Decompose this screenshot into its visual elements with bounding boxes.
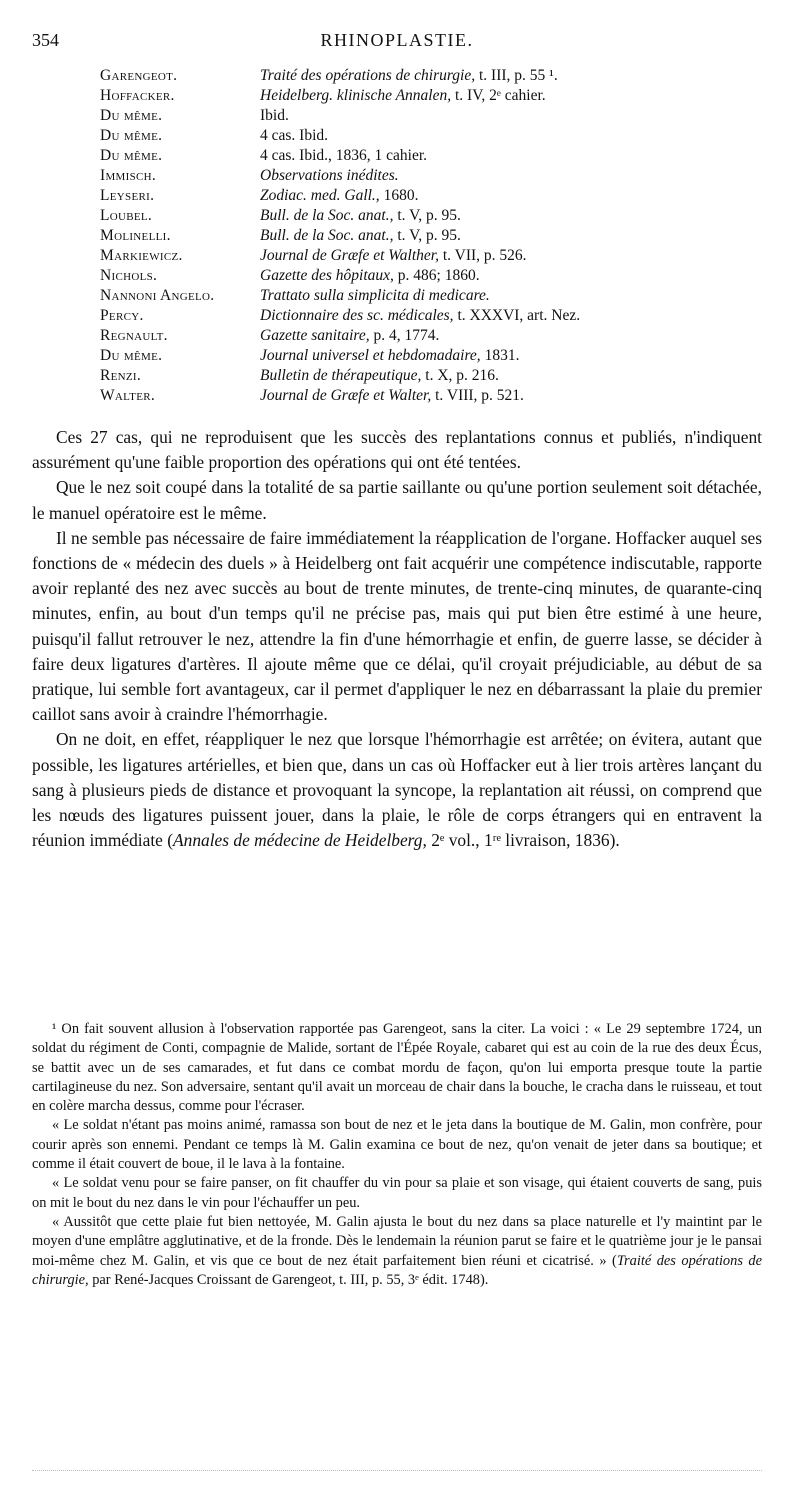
reference-title: Bulletin de thérapeutique, xyxy=(260,367,422,384)
reference-source xyxy=(260,186,740,206)
reference-source xyxy=(260,146,740,166)
reference-title: Observations inédites. xyxy=(260,167,399,184)
reference-detail: t. XXXVI, art. Nez. xyxy=(453,307,581,324)
footnote-text: « Aussitôt que cette plaie fut bien nettoyée, M. Galin ajusta le bout du nez dans sa place naturelle et l'y maintint par le moyen d'une emplâtre agglutinative, et de la fronde. Dès le lendemain la réunion parut se faire et le quatrième jour je le pansai moi-même chez M. Galin, et vis que ce bout de nez était parfaitement bien réuni et cicatrisé. » ( xyxy=(32,1213,762,1269)
reference-detail: 1680. xyxy=(379,187,419,204)
reference-detail: t. V, p. 95. xyxy=(393,227,461,244)
citation-title: Traité des opérations de chirurgie, xyxy=(32,1252,762,1288)
reference-title: Journal universel et hebdomadaire, xyxy=(260,347,481,364)
reference-author: Markiewicz. xyxy=(100,247,183,264)
reference-row xyxy=(100,226,740,246)
reference-row xyxy=(100,286,740,306)
reference-author: Hoffacker. xyxy=(100,87,175,104)
main-text xyxy=(32,425,762,853)
reference-source xyxy=(260,226,740,246)
reference-source xyxy=(260,366,740,386)
reference-detail: 4 cas. Ibid., 1836, 1 cahier. xyxy=(260,147,428,164)
reference-author: Regnault. xyxy=(100,327,168,344)
reference-row xyxy=(100,306,740,326)
reference-detail: t. IV, 2ᵉ cahier. xyxy=(451,87,546,104)
reference-author: Percy. xyxy=(100,307,144,324)
reference-title: Dictionnaire des sc. médicales, xyxy=(260,307,454,324)
reference-detail: t. VII, p. 526. xyxy=(438,247,527,264)
reference-source xyxy=(260,346,740,366)
reference-row xyxy=(100,346,740,366)
reference-title: Traité des opérations de chirurgie, xyxy=(260,67,476,84)
reference-detail: t. VIII, p. 521. xyxy=(431,387,524,404)
reference-title: Gazette sanitaire, xyxy=(260,327,370,344)
citation-detail: 2ᵉ vol., 1ʳᵉ livraison, 1836). xyxy=(426,830,620,851)
reference-row xyxy=(100,386,740,406)
reference-detail: 1831. xyxy=(480,347,520,364)
reference-row xyxy=(100,106,740,126)
reference-author: Nannoni Angelo. xyxy=(100,287,215,304)
page-header xyxy=(32,30,762,56)
reference-title: Gazette des hôpitaux, xyxy=(260,267,394,284)
reference-row xyxy=(100,146,740,166)
reference-source xyxy=(260,326,740,346)
reference-row xyxy=(100,86,740,106)
reference-source xyxy=(260,386,740,406)
reference-author: Du même. xyxy=(100,347,163,364)
reference-title: Bull. de la Soc. anat., xyxy=(260,207,394,224)
paragraph: Que le nez soit coupé dans la totalité de sa partie saillante ou qu'une portion seulement soit détachée, le manuel opératoire est le même. xyxy=(32,477,762,523)
paragraph: Ces 27 cas, qui ne reproduisent que les succès des replantations connus et publiés, n'indiquent assurément qu'une faible proportion des opérations qui ont été tentées. xyxy=(32,427,762,473)
paragraph-text: On ne doit, en effet, réappliquer le nez que lorsque l'hémorrhagie est arrêtée; on évitera, autant que possible, les ligatures artérielles, et bien que, dans un cas où Hoffacker eut à lier trois artères lançant du sang à plusieurs pieds de distance et provoquant la syncope, la replantation ait réussi, on comprend que les nœuds des ligatures puissent jouer, dans la plaie, le rôle de corps étrangers qui en entravent la réunion immédiate ( xyxy=(32,729,762,851)
reference-detail: p. 486; 1860. xyxy=(393,267,480,284)
reference-author: Loubel. xyxy=(100,207,153,224)
reference-author: Garengeot. xyxy=(100,67,178,84)
reference-list xyxy=(100,66,740,406)
reference-row xyxy=(100,206,740,226)
reference-author: Du même. xyxy=(100,107,163,124)
citation-detail: par René-Jacques Croissant de Garengeot, t. III, p. 55, 3ᵉ édit. 1748). xyxy=(88,1271,489,1288)
reference-detail: t. III, p. 55 ¹. xyxy=(475,67,558,84)
paragraph: Il ne semble pas nécessaire de faire immédiatement la réapplication de l'organe. Hoffacker auquel ses fonctions de « médecin des duels » à Heidelberg ont fait acquérir une compétence indiscutable, rapporte avoir replanté des nez avec succès au bout de trente minutes, de trente-cinq minutes, de quarante-cinq minutes, enfin, au bout d'un temps qu'il ne précise pas, mais qui put bien être estimé à une heure, puisqu'il fallut retrouver le nez, attendre la fin d'une hémorrhagie et enfin, de guerre lasse, se décider à faire deux ligatures d'artères. Il ajoute même que ce délai, qu'il croyait préjudiciable, au début de sa pratique, lui semble fort avantageux, car il permet d'appliquer le nez en débarrassant la plaie du premier caillot sans avoir à craindre l'hémorrhagie. xyxy=(32,527,762,725)
bottom-dotted-rule xyxy=(32,1470,762,1471)
reference-author: Nichols. xyxy=(100,267,158,284)
reference-row xyxy=(100,126,740,146)
reference-detail: Ibid. xyxy=(260,107,289,124)
reference-source xyxy=(260,286,740,306)
reference-author: Renzi. xyxy=(100,367,142,384)
reference-author: Walter. xyxy=(100,387,156,404)
reference-author: Leyseri. xyxy=(100,187,155,204)
reference-title: Zodiac. med. Gall., xyxy=(260,187,380,204)
reference-row xyxy=(100,266,740,286)
footnote-paragraph: « Le soldat venu pour se faire panser, on fit chauffer du vin pour sa plaie et son visage, qui étaient couverts de sang, puis on mit le bout du nez dans le vin pour l'échauffer un peu. xyxy=(32,1175,762,1211)
reference-detail: p. 4, 1774. xyxy=(369,327,440,344)
reference-title: Trattato sulla simplicita di medicare. xyxy=(260,287,490,304)
reference-source xyxy=(260,306,740,326)
reference-row xyxy=(100,326,740,346)
reference-title: Journal de Græfe et Walter, xyxy=(260,387,432,404)
reference-title: Heidelberg. klinische Annalen, xyxy=(260,87,452,104)
reference-source xyxy=(260,106,740,126)
reference-source xyxy=(260,86,740,106)
reference-source xyxy=(260,66,740,86)
reference-row xyxy=(100,366,740,386)
footnote-paragraph: « Le soldat n'étant pas moins animé, ramassa son bout de nez et le jeta dans la boutique de M. Galin, mon confrère, pour courir après son ennemi. Pendant ce temps là M. Galin examina ce bout de nez, qu'on venait de jeter dans sa boutique; et comme il était couvert de boue, il le lava à la fontaine. xyxy=(32,1117,762,1173)
reference-title: Bull. de la Soc. anat., xyxy=(260,227,394,244)
reference-row xyxy=(100,186,740,206)
reference-author: Du même. xyxy=(100,147,163,164)
reference-author: Immisch. xyxy=(100,167,157,184)
reference-source xyxy=(260,246,740,266)
page-number: 354 xyxy=(32,30,59,50)
reference-detail: 4 cas. Ibid. xyxy=(260,127,329,144)
footnote-paragraph xyxy=(32,1213,762,1290)
running-title: RHINOPLASTIE. xyxy=(320,30,474,50)
reference-detail: t. X, p. 216. xyxy=(421,367,499,384)
reference-source xyxy=(260,126,740,146)
reference-source xyxy=(260,266,740,286)
reference-row xyxy=(100,66,740,86)
reference-author: Du même. xyxy=(100,127,163,144)
reference-row xyxy=(100,166,740,186)
footnote xyxy=(32,1020,762,1290)
reference-row xyxy=(100,246,740,266)
footnote-paragraph: ¹ On fait souvent allusion à l'observation rapportée pas Garengeot, sans la citer. La voici : « Le 29 septembre 1724, un soldat du régiment de Conti, compagnie de Malide, sortant de l'Épée Royale, cabaret qui est au coin de la rue des deux Écus, se battit avec un de ses camarades, et fut dans ce combat mordu de façon, qu'on lui emporta presque toute la partie cartilagineuse du nez. Son adversaire, sentant qu'il avait un morceau de chair dans la bouche, le cracha dans le ruisseau, et tout en colère marcha dessus, comme pour l'écraser. xyxy=(32,1021,762,1115)
reference-title: Journal de Græfe et Walther, xyxy=(260,247,439,264)
reference-source xyxy=(260,206,740,226)
reference-author: Molinelli. xyxy=(100,227,171,244)
reference-source xyxy=(260,166,740,186)
citation-title: Annales de médecine de Heidelberg, xyxy=(173,830,427,851)
reference-detail: t. V, p. 95. xyxy=(393,207,461,224)
paragraph xyxy=(32,727,762,853)
